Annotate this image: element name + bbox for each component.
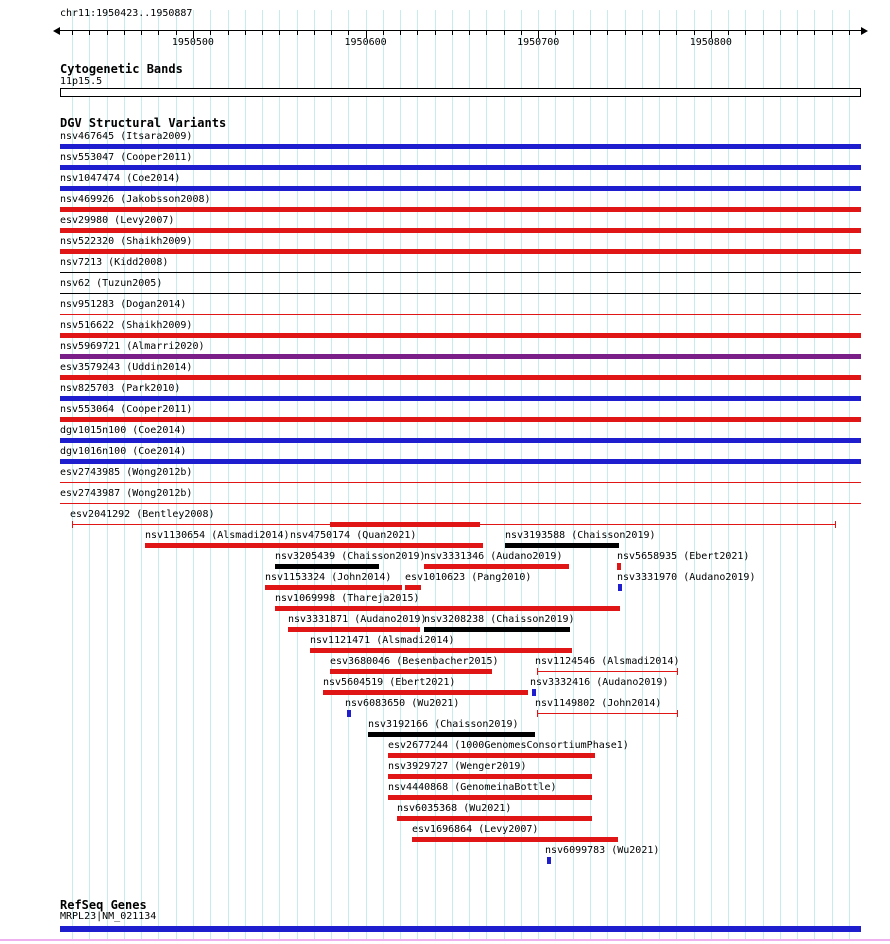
variant-bar[interactable]: [412, 837, 618, 842]
variant-marker[interactable]: [618, 584, 622, 591]
variant-bar[interactable]: [60, 375, 861, 380]
variant-bar[interactable]: [323, 690, 528, 695]
variant-bar[interactable]: [388, 774, 592, 779]
variant-bar[interactable]: [60, 354, 861, 359]
variant-label: nsv516622 (Shaikh2009): [60, 320, 193, 331]
refseq-gene-bar[interactable]: [60, 926, 861, 932]
ruler-tick-label: 1950500: [171, 37, 214, 48]
variant-label: dgv1016n100 (Coe2014): [60, 446, 187, 457]
variant-label: nsv3929727 (Wenger2019): [388, 761, 527, 772]
variant-line: [537, 671, 678, 672]
variant-tick: [72, 521, 73, 528]
variant-label: nsv3331346 (Audano2019): [424, 551, 563, 562]
variant-bar[interactable]: [424, 627, 570, 632]
variant-bar[interactable]: [424, 564, 569, 569]
variant-bar[interactable]: [145, 543, 290, 548]
variant-label: nsv553047 (Cooper2011): [60, 152, 193, 163]
variant-label: esv29980 (Levy2007): [60, 215, 175, 226]
variant-tick: [677, 668, 678, 675]
variant-bar[interactable]: [60, 333, 861, 338]
variant-label: nsv6035368 (Wu2021): [397, 803, 512, 814]
region-position-label: chr11:1950423..1950887: [60, 8, 193, 19]
variant-bar[interactable]: [397, 816, 592, 821]
variant-marker[interactable]: [347, 710, 351, 717]
variant-marker[interactable]: [532, 689, 536, 696]
variant-label: nsv62 (Tuzun2005): [60, 278, 163, 289]
variant-bar[interactable]: [388, 795, 592, 800]
variant-line: [60, 314, 861, 315]
variant-tick: [537, 668, 538, 675]
variant-label: nsv6099783 (Wu2021): [545, 845, 660, 856]
variant-bar[interactable]: [60, 207, 861, 212]
variant-label: nsv1153324 (John2014): [265, 572, 392, 583]
variant-label: nsv5658935 (Ebert2021): [617, 551, 750, 562]
variant-label: nsv4750174 (Quan2021): [290, 530, 417, 541]
variant-label: esv2743987 (Wong2012b): [60, 488, 193, 499]
variant-label: dgv1015n100 (Coe2014): [60, 425, 187, 436]
variant-bar[interactable]: [60, 417, 861, 422]
variant-bar[interactable]: [388, 753, 595, 758]
variant-label: nsv522320 (Shaikh2009): [60, 236, 193, 247]
variant-label: nsv825703 (Park2010): [60, 383, 181, 394]
variant-label: nsv3332416 (Audano2019): [530, 677, 669, 688]
section-title-refseq: RefSeq Genes: [60, 898, 147, 912]
variant-label: nsv3192166 (Chaisson2019): [368, 719, 519, 730]
variant-label: nsv1069998 (Thareja2015): [275, 593, 420, 604]
variant-bar[interactable]: [60, 165, 861, 170]
variant-bar[interactable]: [288, 627, 420, 632]
variant-label: nsv1121471 (Alsmadi2014): [310, 635, 455, 646]
variant-marker[interactable]: [547, 857, 551, 864]
variant-bar[interactable]: [265, 585, 402, 590]
variant-label: esv2677244 (1000GenomesConsortiumPhase1): [388, 740, 629, 751]
ruler-tick-label: 1950600: [344, 37, 387, 48]
variant-bar[interactable]: [60, 459, 861, 464]
variant-label: nsv3331970 (Audano2019): [617, 572, 756, 583]
variant-bar[interactable]: [330, 669, 492, 674]
variant-label: nsv1149802 (John2014): [535, 698, 662, 709]
variant-label: esv3579243 (Uddin2014): [60, 362, 193, 373]
variant-bar[interactable]: [405, 585, 421, 590]
variant-label: nsv3193588 (Chaisson2019): [505, 530, 656, 541]
section-title-cytobands: Cytogenetic Bands: [60, 62, 183, 76]
variant-line: [60, 503, 861, 504]
variant-bar[interactable]: [60, 186, 861, 191]
variant-line: [60, 482, 861, 483]
variant-bar[interactable]: [368, 732, 535, 737]
variant-line: [60, 293, 861, 294]
variant-bar[interactable]: [330, 522, 480, 527]
variant-label: nsv467645 (Itsara2009): [60, 131, 193, 142]
cytoband-label: 11p15.5: [60, 76, 103, 87]
variant-bar[interactable]: [275, 564, 379, 569]
variant-tick: [677, 710, 678, 717]
variant-label: nsv5969721 (Almarri2020): [60, 341, 205, 352]
variant-tick: [537, 710, 538, 717]
variant-label: nsv5604519 (Ebert2021): [323, 677, 456, 688]
variant-label: nsv3331871 (Audano2019): [288, 614, 427, 625]
variant-label: nsv1124546 (Alsmadi2014): [535, 656, 680, 667]
variant-label: nsv3208238 (Chaisson2019): [424, 614, 575, 625]
variant-label: esv3680046 (Besenbacher2015): [330, 656, 499, 667]
variant-label: nsv1130654 (Alsmadi2014): [145, 530, 290, 541]
refseq-gene-label: MRPL23|NM_021134: [60, 911, 157, 922]
variant-bar[interactable]: [505, 543, 619, 548]
variant-marker[interactable]: [617, 563, 621, 570]
section-title-dgv: DGV Structural Variants: [60, 116, 227, 130]
variant-label: nsv4440868 (GenomeinaBottle): [388, 782, 557, 793]
variant-label: nsv3205439 (Chaisson2019): [275, 551, 426, 562]
variant-bar[interactable]: [60, 438, 861, 443]
track-separator-line: [0, 939, 890, 941]
variant-label: esv2041292 (Bentley2008): [70, 509, 215, 520]
variant-label: esv2743985 (Wong2012b): [60, 467, 193, 478]
variant-bar[interactable]: [60, 228, 861, 233]
ruler-tick-label: 1950700: [517, 37, 560, 48]
variant-label: nsv6083650 (Wu2021): [345, 698, 460, 709]
variant-label: nsv553064 (Cooper2011): [60, 404, 193, 415]
variant-line: [537, 713, 678, 714]
variant-bar[interactable]: [60, 396, 861, 401]
variant-bar[interactable]: [310, 648, 572, 653]
variant-bar[interactable]: [60, 249, 861, 254]
variant-label: nsv469926 (Jakobsson2008): [60, 194, 211, 205]
variant-label: nsv7213 (Kidd2008): [60, 257, 169, 268]
ruler-tick-label: 1950800: [689, 37, 732, 48]
variant-bar[interactable]: [60, 144, 861, 149]
variant-bar[interactable]: [275, 606, 620, 611]
variant-label: esv1696864 (Levy2007): [412, 824, 539, 835]
variant-label: nsv951283 (Dogan2014): [60, 299, 187, 310]
variant-tick: [835, 521, 836, 528]
variant-line: [60, 272, 861, 273]
variant-label: nsv1047474 (Coe2014): [60, 173, 181, 184]
variant-bar[interactable]: [290, 543, 483, 548]
variant-label: esv1010623 (Pang2010): [405, 572, 532, 583]
